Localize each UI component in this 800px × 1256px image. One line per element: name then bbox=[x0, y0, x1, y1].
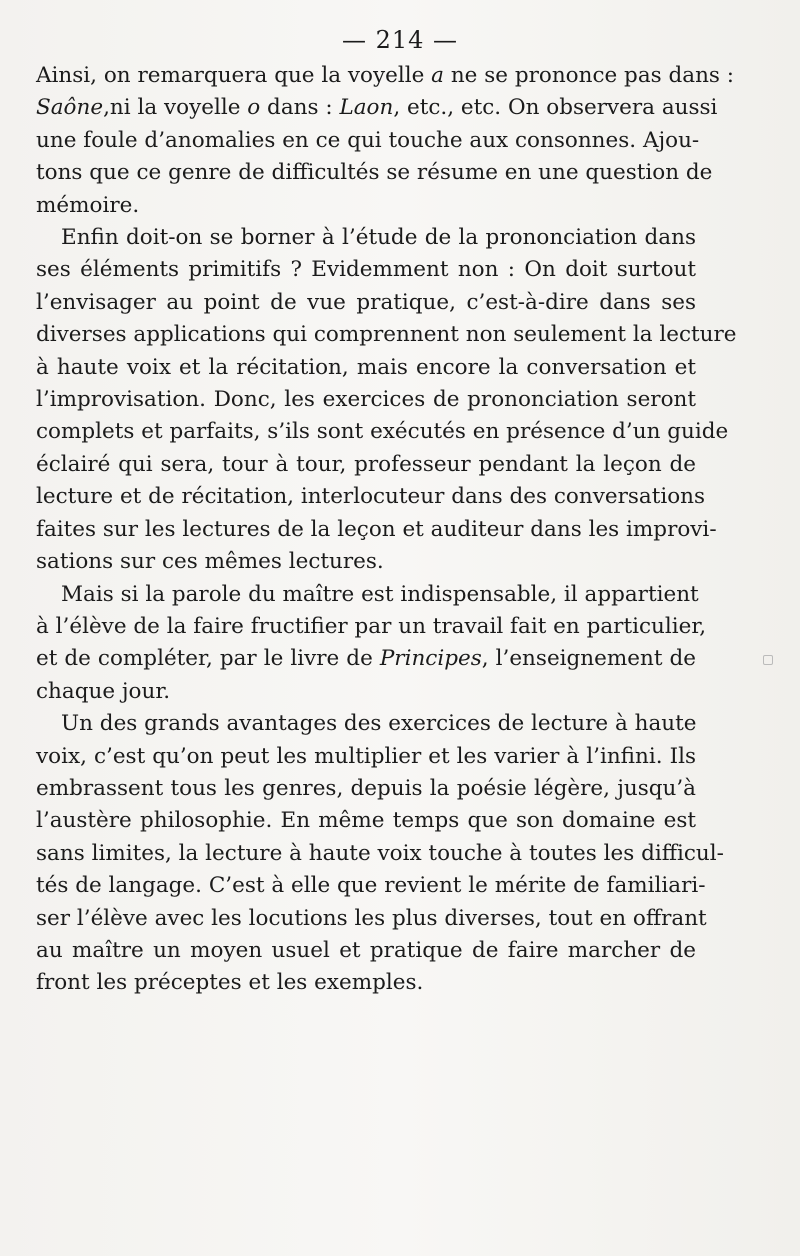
text-line: l’envisager au point de vue pratique, c’est-à-dire dans ses bbox=[36, 289, 696, 315]
text-line: voix, c’est qu’on peut les multiplier et les varier à l’infini. Ils bbox=[36, 743, 696, 769]
page-number: — 214 — bbox=[341, 26, 459, 54]
text-line: Enfin doit-on se borner à l’étude de la prononciation dans bbox=[61, 225, 696, 251]
text-line: à haute voix et la récitation, mais encore la conversation et bbox=[36, 354, 696, 380]
text-line: embrassent tous les genres, depuis la poésie légère, jusqu’à bbox=[36, 775, 696, 801]
text-line: éclairé qui sera, tour à tour, professeur pendant la leçon de bbox=[36, 451, 696, 477]
text-line: l’improvisation. Donc, les exercices de prononciation seront bbox=[36, 387, 696, 413]
text-line: ses éléments primitifs ? Evidemment non : On doit surtout bbox=[36, 257, 696, 283]
text-line: Ainsi, on remarquera que la voyelle a ne se prononce pas dans : bbox=[36, 63, 735, 88]
text-line: l’austère philosophie. En même temps que son domaine est bbox=[36, 808, 696, 834]
paragraph-2 bbox=[36, 222, 737, 578]
text-line: et de compléter, par le livre de Principes, l’enseignement de bbox=[36, 646, 696, 672]
paragraph-4 bbox=[36, 708, 724, 1000]
text-line: tés de langage. C’est à elle que revient le mérite de familiari- bbox=[36, 873, 706, 899]
text-line: chaque jour. bbox=[36, 678, 171, 704]
text-line: une foule d’anomalies en ce qui touche aux consonnes. Ajou- bbox=[36, 127, 700, 153]
text-line: au maître un moyen usuel et pratique de faire marcher de bbox=[36, 937, 696, 963]
text-line: sations sur ces mêmes lectures. bbox=[36, 549, 384, 575]
paragraph-3 bbox=[36, 579, 707, 709]
text-line: front les préceptes et les exemples. bbox=[36, 970, 424, 996]
body-text bbox=[36, 60, 737, 1000]
paragraph-1 bbox=[36, 60, 735, 222]
text-line: sans limites, la lecture à haute voix touche à toutes les difficul- bbox=[36, 840, 724, 866]
text-line: diverses applications qui comprennent non seulement la lecture bbox=[36, 322, 737, 348]
text-line: Un des grands avantages des exercices de lecture à haute bbox=[61, 711, 697, 737]
text-line: ser l’élève avec les locutions les plus diverses, tout en offrant bbox=[36, 905, 707, 931]
text-line: lecture et de récitation, interlocuteur dans des conversations bbox=[36, 484, 706, 510]
text-line: faites sur les lectures de la leçon et auditeur dans les improvi- bbox=[36, 516, 717, 542]
margin-mark bbox=[763, 655, 773, 665]
text-line: Mais si la parole du maître est indispensable, il appartient bbox=[61, 581, 699, 607]
text-line: mémoire. bbox=[36, 192, 140, 218]
text-line: à l’élève de la faire fructifier par un travail fait en particulier, bbox=[36, 613, 707, 639]
text-line: Saône,ni la voyelle o dans : Laon, etc., etc. On observera aussi bbox=[36, 95, 718, 121]
text-line: tons que ce genre de difficultés se résume en une question de bbox=[36, 160, 713, 186]
text-line: complets et parfaits, s’ils sont exécutés en présence d’un guide bbox=[36, 419, 729, 445]
